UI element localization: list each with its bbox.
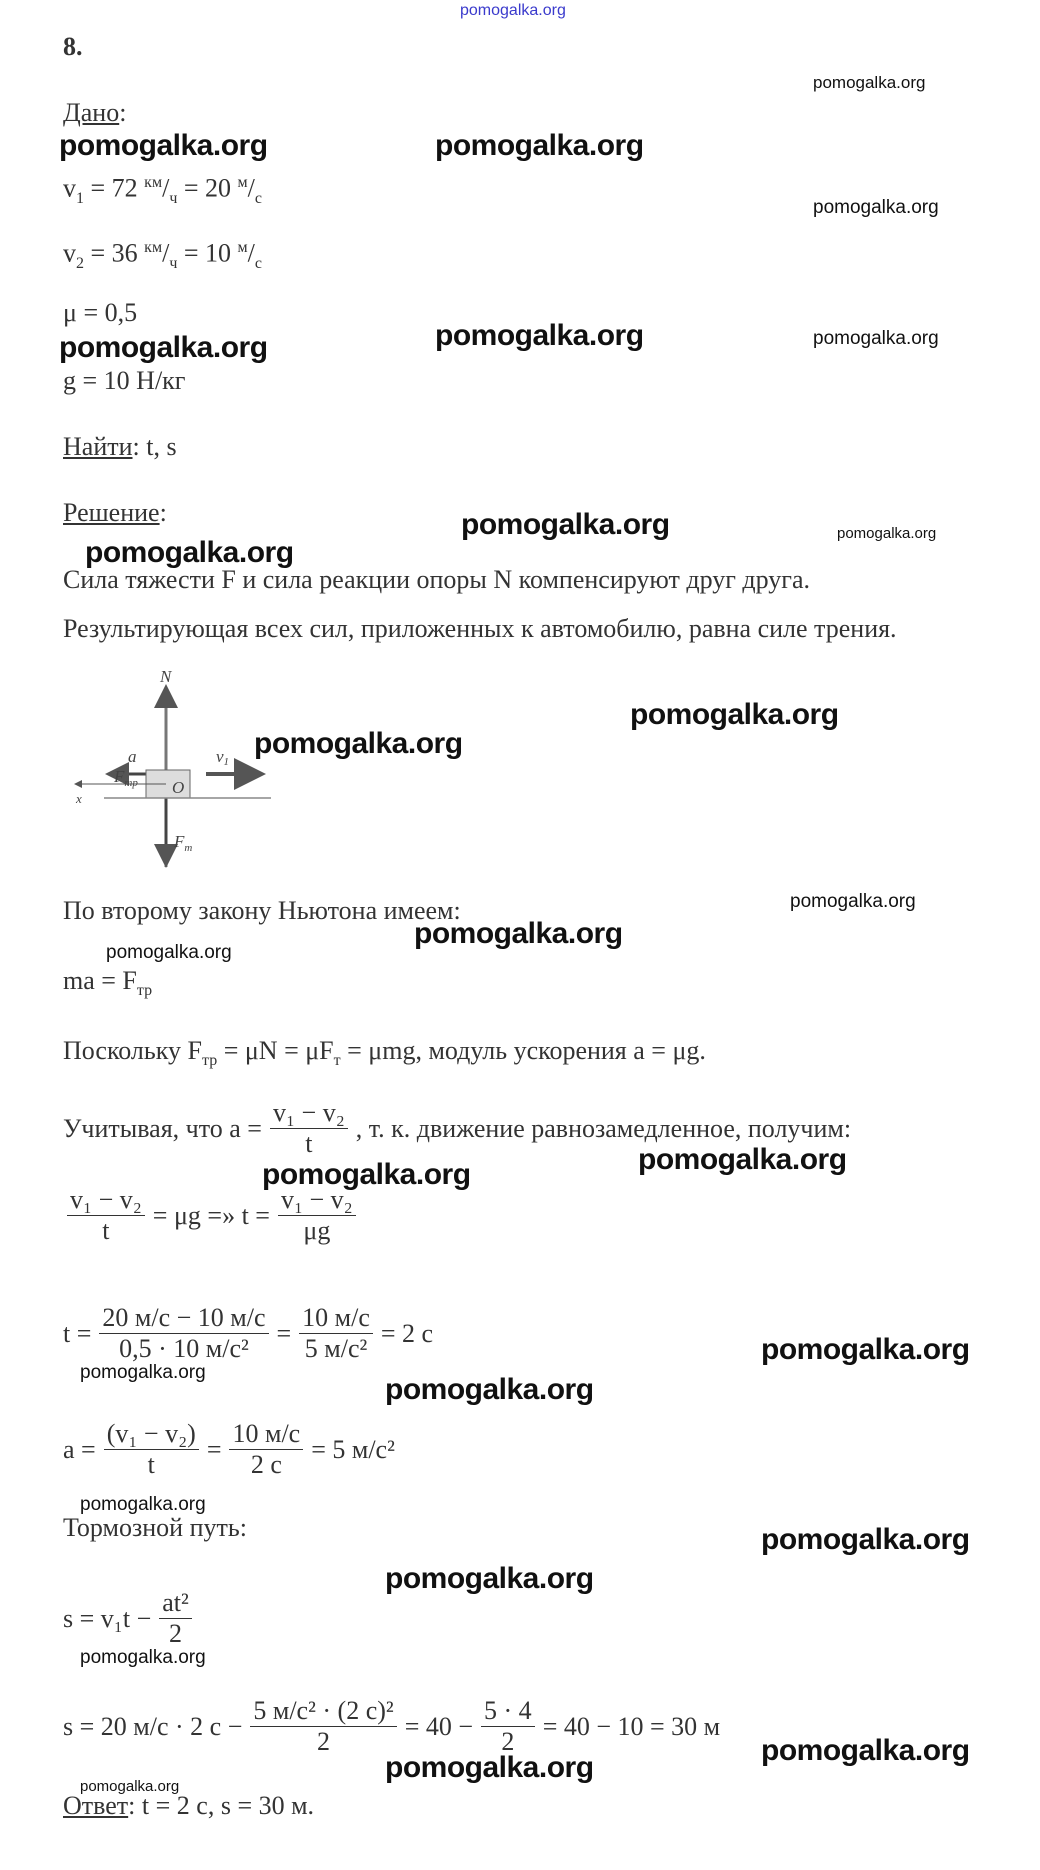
fraction: $\frac{\text{(v₁ − v₂)}}{t}$: [104, 1419, 199, 1480]
fraction: $\frac{\text{v₁ − v₂}}{t}$: [67, 1185, 145, 1246]
text-resultant: Результирующая всех сил, приложенных к автомобилю, равна силе трения.: [63, 614, 897, 643]
watermark: pomogalka.org: [837, 525, 937, 542]
v1-value-si: = 20: [177, 173, 238, 203]
watermark: pomogalka.org: [790, 891, 916, 912]
v2-value-si: = 10: [177, 238, 238, 268]
colon: :: [159, 498, 167, 527]
given-label: Дано: [63, 98, 120, 127]
watermark: pomogalka.org: [59, 129, 268, 162]
watermark: pomogalka.org: [638, 1143, 847, 1176]
v1-value: = 72: [84, 173, 145, 203]
eq-s-calc: s = 20 м/с · 2 с − $\frac{\text{5 м/с² · (2 с)²}}{2}$ = 40 − $\frac{5 \cdot 4}{2}$ = 40 − 10 = 30 м: [63, 1696, 721, 1756]
v1-symbol: v: [63, 173, 76, 203]
unit-den: ч: [169, 254, 178, 272]
watermark: pomogalka.org: [80, 1362, 206, 1383]
watermark: pomogalka.org: [435, 129, 644, 162]
find-label: Найти: [63, 432, 133, 461]
watermark: pomogalka.org: [385, 1562, 594, 1595]
given-v2: $v_2 = 36$ $^{км}/_ч = 10$ $^м/_с$: [63, 238, 262, 272]
unit-num: км: [144, 174, 163, 191]
label-v1: v1: [216, 747, 230, 768]
solution-heading: [63, 497, 167, 529]
given-heading: [63, 97, 126, 129]
unit-num: м: [237, 174, 248, 191]
v1-sub: 1: [76, 189, 84, 207]
watermark: pomogalka.org: [813, 73, 926, 92]
solution-label: Решение: [63, 498, 160, 527]
fraction: $\frac{5 \cdot 4}{2}$: [481, 1696, 535, 1757]
text-since: Поскольку $F_{тр} = \mu N = \mu F_т = \mu mg$, модуль ускорения a = μg.: [63, 1036, 706, 1070]
eq-accel-calc: a = $\frac{\text{(v₁ − v₂)}}{t}$ = $\frac{10 м/с}{2 с}$ = 5 м/с²: [63, 1419, 395, 1479]
text-given-accel: Учитывая, что a = $\frac{\text{v₁ − v₂}}{t}$ , т. к. движение равнозамедленное, получим:: [63, 1098, 852, 1158]
label-N: N: [160, 667, 172, 686]
label-O: O: [172, 778, 185, 797]
fraction: $\frac{20 м/с - 10 м/с}{\text{0,5 · 10 м/с²}}$: [99, 1303, 268, 1364]
fraction: $\frac{\text{v₁ − v₂}}{t}$: [270, 1098, 348, 1159]
label-x: x: [76, 791, 82, 806]
watermark: pomogalka.org: [630, 698, 839, 731]
watermark: pomogalka.org: [813, 197, 939, 218]
watermark: pomogalka.org: [80, 1778, 180, 1795]
label-Ftr: $F_{тр}$: [114, 767, 138, 789]
fraction: $\frac{\text{at²}}{2}$: [159, 1588, 192, 1649]
unit-num: м: [237, 239, 248, 256]
fraction: $\frac{10 м/с}{\text{5 м/с²}}$: [299, 1303, 373, 1364]
v2-symbol: v: [63, 238, 76, 268]
problem-number: 8.: [63, 32, 83, 61]
find-line: [63, 431, 177, 463]
find-value: : t, s: [132, 432, 177, 461]
unit-den: с: [254, 189, 262, 207]
text-newton: По второму закону Ньютона имеем:: [63, 896, 461, 925]
eq-time-formula: $\frac{\text{v₁ − v₂}}{t}$ = μg =» t = $\frac{\text{v₁ − v₂}}{\mu g}$: [63, 1185, 360, 1246]
watermark: pomogalka.org: [262, 1158, 471, 1191]
fraction: $\frac{\text{5 м/с² · (2 с)²}}{2}$: [250, 1696, 396, 1757]
watermark: pomogalka.org: [85, 536, 294, 569]
text-forces: Сила тяжести F и сила реакции опоры N компенсируют друг друга.: [63, 565, 810, 594]
eq-s-formula: s = v₁t − $\frac{\text{at²}}{2}$: [63, 1588, 196, 1649]
watermark: pomogalka.org: [385, 1373, 594, 1406]
eq-time-calc: t = $\frac{20 м/с - 10 м/с}{\text{0,5 · 10 м/с²}}$ = $\frac{10 м/с}{\text{5 м/с²}}$ = 2 с: [63, 1303, 434, 1363]
force-diagram: [66, 662, 276, 872]
unit-num: км: [144, 239, 163, 256]
label-a: a: [128, 747, 137, 766]
answer-label: Ответ: [63, 1791, 129, 1820]
watermark: pomogalka.org: [761, 1734, 970, 1767]
fraction: $\frac{10 м/с}{2 с}$: [229, 1419, 303, 1480]
watermark: pomogalka.org: [813, 328, 939, 349]
eq-newton: ma = $F_{тр}$: [63, 966, 153, 1000]
label-Ft: $F_т$: [174, 832, 193, 854]
fraction: $\frac{\text{v₁ − v₂}}{\mu g}$: [278, 1185, 356, 1246]
watermark: pomogalka.org: [254, 727, 463, 760]
watermark: pomogalka.org: [435, 319, 644, 352]
watermark: pomogalka.org: [385, 1751, 594, 1784]
given-g: g = 10 Н/кг: [63, 366, 186, 395]
answer-value: : t = 2 с, s = 30 м.: [128, 1791, 315, 1820]
v2-sub: 2: [76, 254, 84, 272]
brake-label: Тормозной путь:: [63, 1513, 247, 1542]
watermark: pomogalka.org: [59, 331, 268, 364]
watermark: pomogalka.org: [461, 508, 670, 541]
given-v1: $v_1 = 72$ $^{км}/_ч = 20$ $^м/_с$: [63, 173, 262, 207]
unit-den: ч: [169, 189, 178, 207]
watermark: pomogalka.org: [761, 1333, 970, 1366]
watermark: pomogalka.org: [761, 1523, 970, 1556]
colon: :: [119, 98, 127, 127]
given-mu: μ = 0,5: [63, 298, 138, 327]
watermark: pomogalka.org: [80, 1494, 206, 1515]
watermark: pomogalka.org: [80, 1647, 206, 1668]
watermark: pomogalka.org: [414, 917, 623, 950]
v2-value: = 36: [84, 238, 145, 268]
watermark-top: pomogalka.org: [460, 2, 566, 19]
unit-den: с: [254, 254, 262, 272]
watermark: pomogalka.org: [106, 942, 232, 963]
